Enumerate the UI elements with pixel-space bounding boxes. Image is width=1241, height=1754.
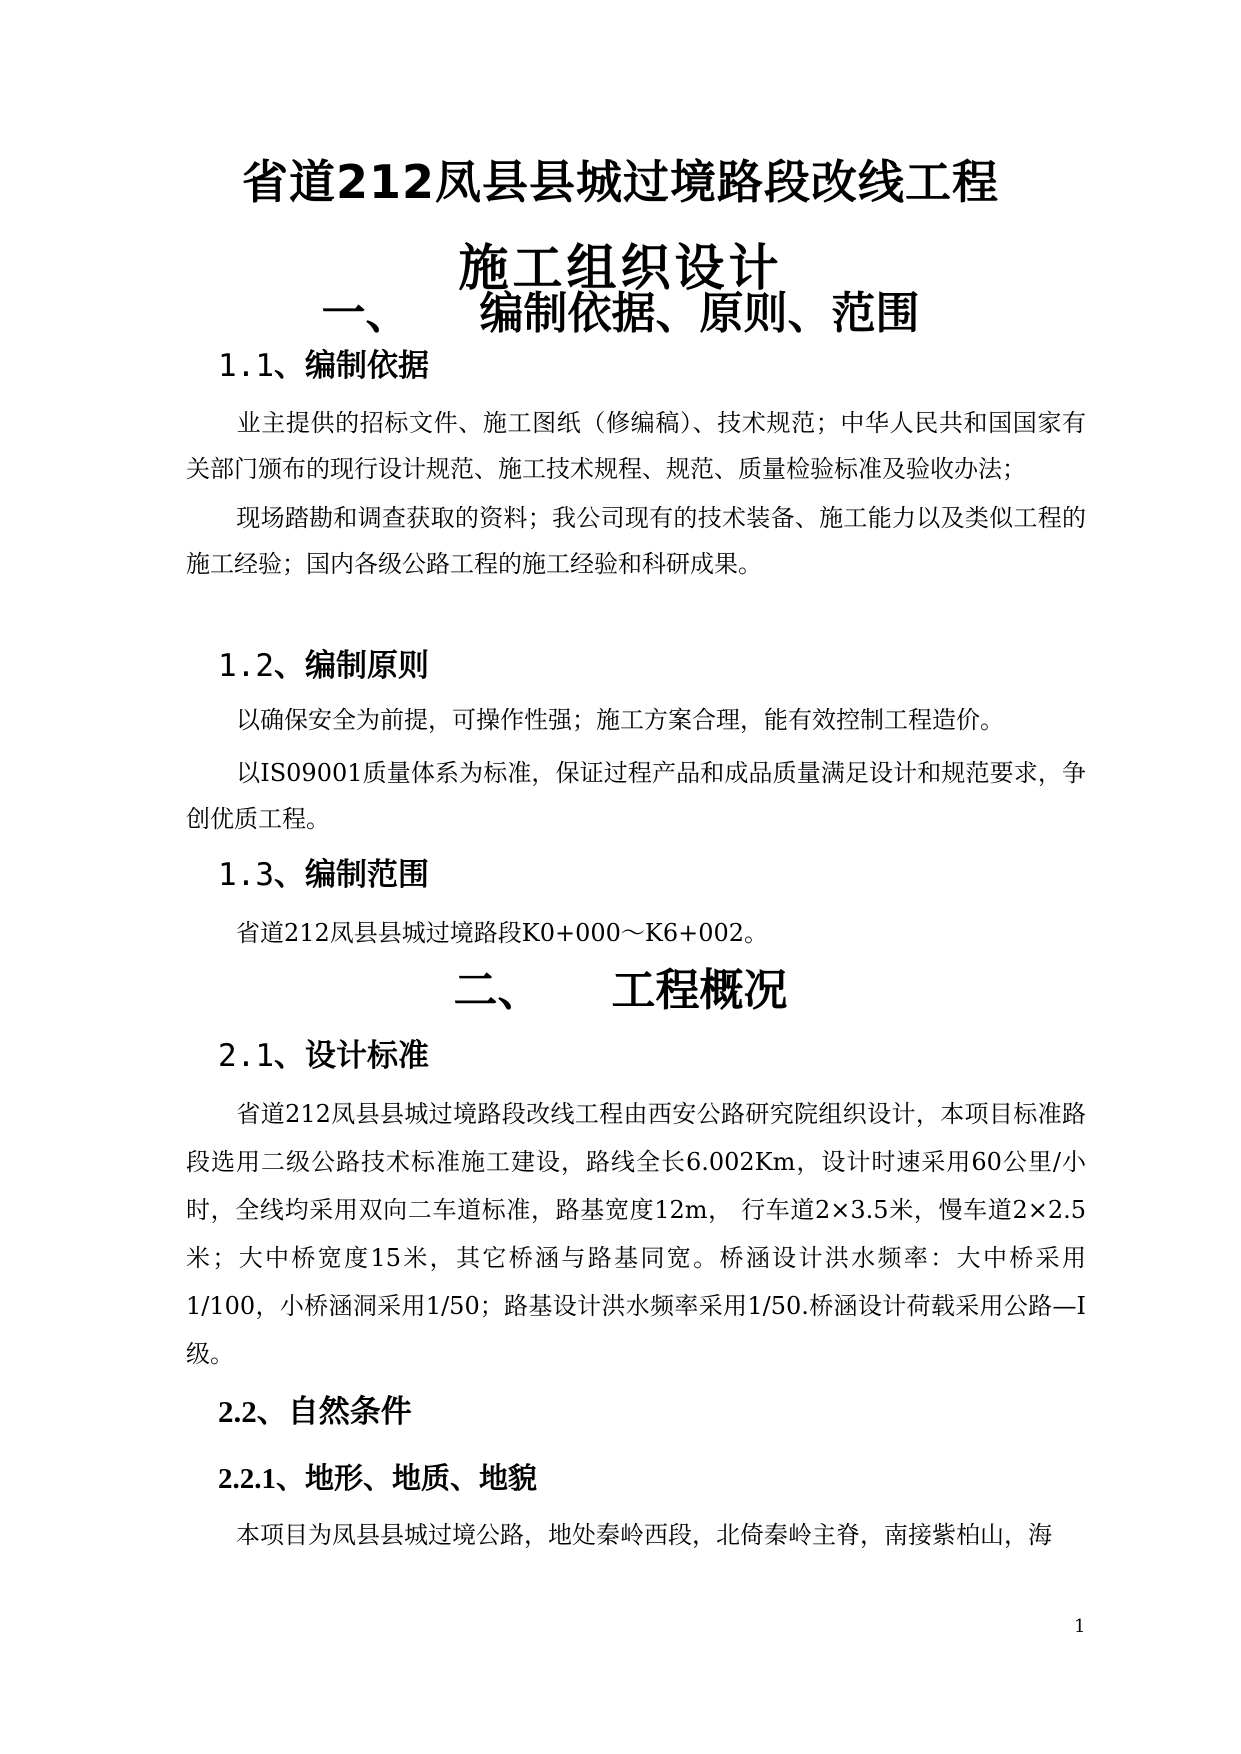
section-1-2-title: 、编制原则: [274, 648, 429, 684]
paragraph-1-3: [186, 910, 1086, 956]
paragraph-2-2-1: [186, 1512, 1086, 1558]
document-title-line1: 省道212凤县县城过境路段改线工程: [241, 155, 1000, 209]
paragraph-2-1-text: 省道212凤县县城过境路段改线工程由西安公路研究院组织设计，本项目标准路段选用二级公路技术标准施工建设，路线全长6.002Km，设计时速采用60公里/小时，全线均采用双向二车道标准，路基宽度12m， 行车道2×3.5米，慢车道2×2.5米；大中桥宽度15米，其它桥涵与路基同宽。桥涵设计洪水频率：大中桥采用1/100，小桥涵洞采用1/50；路基设计洪水频率采用1/50.桥涵设计荷载采用公路—I级。: [186, 1100, 1086, 1368]
paragraph-1-1b-text: 现场踏勘和调查获取的资料；我公司现有的技术装备、施工能力以及类似工程的施工经验；国内各级公路工程的施工经验和科研成果。: [186, 504, 1086, 578]
section-2-1-title: 、设计标准: [274, 1038, 429, 1074]
paragraph-1-1a: [186, 400, 1086, 492]
paragraph-1-1a-text: 业主提供的招标文件、施工图纸（修编稿）、技术规范；中华人民共和国国家有关部门颁布的现行设计规范、施工技术规程、规范、质量检验标准及验收办法；: [186, 409, 1086, 483]
chapter-2-number: 二、: [453, 965, 542, 1016]
chapter-1-heading: [0, 286, 1241, 342]
chapter-2-heading: [0, 963, 1241, 1019]
section-2-2-number: 2.2: [218, 1394, 257, 1429]
section-2-2-title: 、自然条件: [256, 1394, 412, 1430]
paragraph-1-2b-text: 以IS09001质量体系为标准，保证过程产品和成品质量满足设计和规范要求，争创优质工程。: [186, 759, 1086, 833]
chapter-1-title: 编制依据、原则、范围: [479, 288, 920, 339]
section-2-2-1-heading: [218, 1458, 537, 1499]
chapter-2-title: 工程概况: [611, 965, 788, 1016]
section-1-2-heading: [218, 646, 429, 686]
section-1-1-heading: [218, 346, 429, 386]
section-1-2-number: 1.2: [218, 648, 274, 684]
paragraph-2-1: [186, 1090, 1086, 1378]
section-1-3-heading: [218, 855, 429, 895]
paragraph-1-2a-text: 以确保安全为前提，可操作性强；施工方案合理，能有效控制工程造价。: [236, 706, 1004, 734]
section-2-2-heading: [218, 1392, 412, 1432]
section-1-1-number: 1.1: [218, 348, 274, 384]
paragraph-2-2-1-text: 本项目为凤县县城过境公路，地处秦岭西段，北倚秦岭主脊，南接紫柏山，海: [236, 1521, 1052, 1549]
paragraph-1-2a: [186, 697, 1086, 743]
paragraph-1-1b: [186, 495, 1086, 587]
paragraph-1-3-text: 省道212凤县县城过境路段K0+000～K6+002。: [236, 919, 769, 947]
section-1-1-title: 、编制依据: [274, 348, 429, 384]
document-title-line2: 施工组织设计: [458, 239, 783, 297]
section-2-1-heading: [218, 1036, 429, 1076]
section-1-3-title: 、编制范围: [274, 857, 429, 893]
page-number: 1: [1074, 1616, 1086, 1637]
section-2-1-number: 2.1: [218, 1038, 274, 1074]
section-2-2-1-number: 2.2.1: [218, 1463, 276, 1495]
section-2-2-1-title: 、地形、地质、地貌: [276, 1461, 538, 1495]
section-1-3-number: 1.3: [218, 857, 274, 893]
paragraph-1-2b: [186, 750, 1086, 842]
chapter-1-number: 一、: [321, 288, 410, 339]
